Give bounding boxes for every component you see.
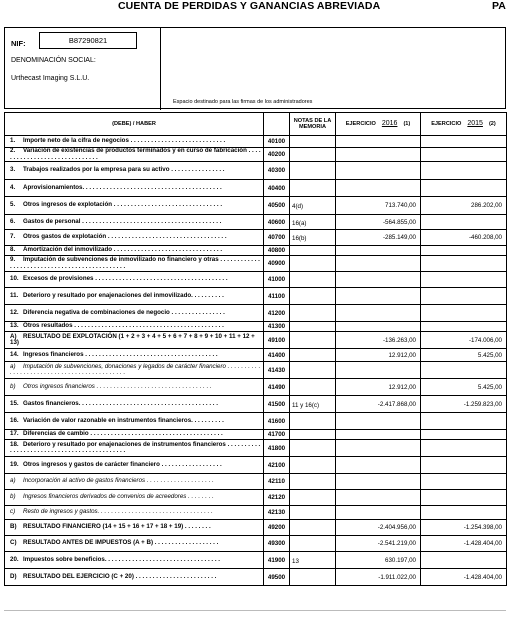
row-code: 41300 <box>264 322 290 332</box>
row-notes <box>290 430 336 440</box>
row-text: Excesos de provisiones . . . . . . . . . . . . . . . . . . . . . . . . . . . . . . . . . . . . . . . <box>23 275 228 283</box>
row-text: Imputación de subvenciones, donaciones y legados de carácter financiero . . . . . . . . . . . . . . . . . . . . . . . . . . . . . . . . . . . . . . . . . . . . <box>10 362 261 376</box>
row-label <box>5 536 264 552</box>
row-code: 42120 <box>264 490 290 506</box>
row-value-year-2: -460.208,00 <box>421 230 507 246</box>
row-number: 9. <box>10 256 16 264</box>
row-value-year-1 <box>336 440 421 457</box>
row-label <box>5 520 264 536</box>
row-number: 4. <box>10 183 16 191</box>
firmas-label: Espacio destinado para las firmas de los administradores <box>173 99 313 105</box>
row-code: 40700 <box>264 230 290 246</box>
table-row <box>5 396 507 413</box>
row-code: 41400 <box>264 349 290 362</box>
row-number: 18. <box>10 440 19 448</box>
row-value-year-2 <box>421 322 507 332</box>
row-code: 41100 <box>264 288 290 305</box>
row-notes <box>290 349 336 362</box>
row-number: 19. <box>10 460 19 468</box>
row-label <box>5 246 264 256</box>
row-notes <box>290 474 336 490</box>
row-value-year-1: 713.740,00 <box>336 197 421 215</box>
row-number: B) <box>10 523 17 531</box>
row-code: 49100 <box>264 332 290 349</box>
row-value-year-2 <box>421 246 507 256</box>
row-notes <box>290 162 336 180</box>
table-row <box>5 536 507 552</box>
table-row <box>5 569 507 586</box>
row-label <box>5 197 264 215</box>
table-row <box>5 362 507 379</box>
row-label <box>5 230 264 246</box>
row-label <box>5 305 264 322</box>
row-label <box>5 332 264 349</box>
row-number: 6. <box>10 217 16 225</box>
row-label <box>5 362 264 379</box>
row-number: 15. <box>10 399 19 407</box>
row-label <box>5 457 264 474</box>
row-label <box>5 136 264 148</box>
row-text: Otros gastos de explotación . . . . . . . . . . . . . . . . . . . . . . . . . . . . . . . . . . . <box>23 233 227 241</box>
row-value-year-2 <box>421 457 507 474</box>
denominacion-label: DENOMINACIÓN SOCIAL: <box>11 57 96 64</box>
row-value-year-1 <box>336 457 421 474</box>
row-number: 2. <box>10 147 16 155</box>
row-label <box>5 396 264 413</box>
row-code: 41500 <box>264 396 290 413</box>
row-value-year-1: -285.149,00 <box>336 230 421 246</box>
table-row <box>5 256 507 272</box>
table-row <box>5 148 507 162</box>
row-value-year-1 <box>336 322 421 332</box>
nif-label: NIF: <box>11 39 26 48</box>
row-code: 49500 <box>264 569 290 586</box>
row-value-year-1: -2.541.219,00 <box>336 536 421 552</box>
row-text: Diferencia negativa de combinaciones de negocio . . . . . . . . . . . . . . . . <box>23 308 225 316</box>
row-notes <box>290 256 336 272</box>
row-value-year-2 <box>421 272 507 288</box>
page-bottom-rule <box>4 610 506 611</box>
row-notes <box>290 362 336 379</box>
table-row <box>5 162 507 180</box>
row-notes: 16(b) <box>290 230 336 246</box>
row-notes <box>290 490 336 506</box>
row-notes <box>290 272 336 288</box>
row-label <box>5 413 264 430</box>
row-value-year-1 <box>336 256 421 272</box>
row-number: b) <box>10 493 16 501</box>
row-number: 20. <box>10 555 19 563</box>
row-number: 10. <box>10 275 19 283</box>
row-notes <box>290 520 336 536</box>
row-notes <box>290 136 336 148</box>
table-row <box>5 440 507 457</box>
row-text: RESULTADO ANTES DE IMPUESTOS (A + B) . . . . . . . . . . . . . . . . . . . <box>23 539 219 547</box>
table-row <box>5 332 507 349</box>
row-value-year-2: 5.425,00 <box>421 349 507 362</box>
row-value-year-2: -1.254.398,00 <box>421 520 507 536</box>
row-value-year-1 <box>336 272 421 288</box>
row-text: RESULTADO DE EXPLOTACIÓN (1 + 2 + 3 + 4 + 5 + 6 + 7 + 8 + 9 + 10 + 11 + 12 + 13) <box>10 332 255 346</box>
row-value-year-2 <box>421 440 507 457</box>
row-text: Variación de existencias de productos terminados y en curso de fabricación . . . . . . . . . . . . . . . . . . . . . . . . . . . . . . <box>10 147 261 161</box>
row-code: 41900 <box>264 552 290 569</box>
row-number: a) <box>10 477 16 485</box>
row-notes <box>290 305 336 322</box>
table-row <box>5 457 507 474</box>
header-year-1: EJERCICIO 2016 (1) <box>336 113 421 136</box>
row-text: Otros resultados . . . . . . . . . . . . . . . . . . . . . . . . . . . . . . . . . . . . . . . . . . . . <box>23 322 224 330</box>
row-notes: 11 y 16(c) <box>290 396 336 413</box>
row-notes <box>290 536 336 552</box>
row-code: 42110 <box>264 474 290 490</box>
row-number: b) <box>10 382 16 390</box>
row-value-year-2 <box>421 148 507 162</box>
table-row <box>5 506 507 520</box>
row-text: Otros ingresos y gastos de carácter financiero . . . . . . . . . . . . . . . . . . <box>23 460 222 468</box>
row-code: 41490 <box>264 379 290 396</box>
row-notes <box>290 332 336 349</box>
row-code: 40100 <box>264 136 290 148</box>
row-label <box>5 272 264 288</box>
row-value-year-1: -564.855,00 <box>336 215 421 230</box>
row-code: 40400 <box>264 180 290 197</box>
row-notes <box>290 246 336 256</box>
row-code: 40500 <box>264 197 290 215</box>
row-value-year-1 <box>336 162 421 180</box>
row-code: 40300 <box>264 162 290 180</box>
row-text: Imputación de subvenciones de inmovilizado no financiero y otras . . . . . . . . . . . . . . . . . . . . . . . . . . . . . . . . . . . . . . . . . . . . . . <box>10 256 260 270</box>
row-code: 41000 <box>264 272 290 288</box>
row-code: 40600 <box>264 215 290 230</box>
row-value-year-2 <box>421 413 507 430</box>
row-value-year-1: 12.912,00 <box>336 379 421 396</box>
row-number: 8. <box>10 246 16 254</box>
document-title: CUENTA DE PERDIDAS Y GANANCIAS ABREVIADA <box>118 0 381 12</box>
row-code: 41200 <box>264 305 290 322</box>
table-row <box>5 215 507 230</box>
row-value-year-2 <box>421 490 507 506</box>
row-notes <box>290 288 336 305</box>
row-number: 5. <box>10 201 16 209</box>
row-code: 40800 <box>264 246 290 256</box>
row-value-year-2 <box>421 136 507 148</box>
row-value-year-2 <box>421 256 507 272</box>
row-number: 17. <box>10 430 19 438</box>
row-code: 49200 <box>264 520 290 536</box>
row-value-year-1 <box>336 506 421 520</box>
row-label <box>5 552 264 569</box>
table-row <box>5 246 507 256</box>
row-value-year-1 <box>336 246 421 256</box>
row-value-year-1 <box>336 490 421 506</box>
row-value-year-1 <box>336 136 421 148</box>
row-notes <box>290 569 336 586</box>
row-code: 42100 <box>264 457 290 474</box>
row-text: Otros ingresos financieros . . . . . . . . . . . . . . . . . . . . . . . . . . . . . . . . . . <box>23 382 212 390</box>
table-row <box>5 474 507 490</box>
row-text: RESULTADO DEL EJERCICIO (C + 20) . . . . . . . . . . . . . . . . . . . . . . . . <box>23 572 217 580</box>
row-value-year-2 <box>421 506 507 520</box>
row-value-year-2 <box>421 180 507 197</box>
row-notes <box>290 148 336 162</box>
row-notes <box>290 322 336 332</box>
row-value-year-1 <box>336 180 421 197</box>
row-value-year-1 <box>336 305 421 322</box>
header-year-2: EJERCICIO 2015 (2) <box>421 113 507 136</box>
row-value-year-1: 12.912,00 <box>336 349 421 362</box>
row-value-year-2 <box>421 362 507 379</box>
row-label <box>5 506 264 520</box>
row-code: 41700 <box>264 430 290 440</box>
row-value-year-2: 286.202,00 <box>421 197 507 215</box>
row-number: 13. <box>10 322 19 330</box>
row-value-year-1 <box>336 148 421 162</box>
row-notes: 13 <box>290 552 336 569</box>
row-notes <box>290 379 336 396</box>
header-divider <box>160 28 161 110</box>
row-notes <box>290 506 336 520</box>
table-row <box>5 552 507 569</box>
form-code: PA <box>492 0 506 12</box>
table-row <box>5 272 507 288</box>
row-code: 49300 <box>264 536 290 552</box>
row-text: Amortización del inmovilizado . . . . . . . . . . . . . . . . . . . . . . . . . . . . . . . . <box>23 246 223 254</box>
row-text: Variación de valor razonable en instrumentos financieros. . . . . . . . . . <box>23 416 224 424</box>
row-text: Incorporación al activo de gastos financieros . . . . . . . . . . . . . . . . . . . . <box>23 477 214 485</box>
row-number: C) <box>10 539 17 547</box>
row-number: 14. <box>10 350 19 358</box>
row-label <box>5 349 264 362</box>
row-label <box>5 430 264 440</box>
row-notes <box>290 457 336 474</box>
header-code <box>264 113 290 136</box>
row-label <box>5 256 264 272</box>
row-text: Resto de ingresos y gastos. . . . . . . . . . . . . . . . . . . . . . . . . . . . . . . . . . <box>23 508 213 516</box>
row-text: Deterioro y resultado por enajenaciones de instrumentos financieros . . . . . . . . . . . . . . . . . . . . . . . . . . . . . . . . . . . . . . . . . . . . <box>10 440 261 454</box>
row-value-year-1 <box>336 430 421 440</box>
row-value-year-2 <box>421 305 507 322</box>
row-value-year-2: -174.006,00 <box>421 332 507 349</box>
row-value-year-2 <box>421 552 507 569</box>
row-notes <box>290 180 336 197</box>
row-value-year-1 <box>336 288 421 305</box>
row-text: Gastos de personal . . . . . . . . . . . . . . . . . . . . . . . . . . . . . . . . . . . . . . . . . <box>23 217 222 225</box>
table-row <box>5 322 507 332</box>
row-text: Deterioro y resultado por enajenaciones del inmovilizado. . . . . . . . . . <box>23 291 224 299</box>
row-value-year-1: 630.197,00 <box>336 552 421 569</box>
row-value-year-2: -1.428.404,00 <box>421 536 507 552</box>
row-label <box>5 322 264 332</box>
row-notes: 4(d) <box>290 197 336 215</box>
row-number: D) <box>10 572 17 580</box>
header-debe-haber: (DEBE) / HABER <box>5 113 264 136</box>
table-header-row <box>5 113 507 136</box>
table-row <box>5 379 507 396</box>
row-notes <box>290 440 336 457</box>
row-value-year-2 <box>421 162 507 180</box>
row-label <box>5 379 264 396</box>
row-value-year-1: -2.404.956,00 <box>336 520 421 536</box>
table-row <box>5 288 507 305</box>
header-notes: NOTAS DE LA MEMORIA <box>290 113 336 136</box>
row-number: a) <box>10 362 16 370</box>
table-row <box>5 413 507 430</box>
row-text: Ingresos financieros . . . . . . . . . . . . . . . . . . . . . . . . . . . . . . . . . . . . . . . <box>23 350 218 358</box>
row-label <box>5 148 264 162</box>
profit-loss-table <box>4 112 507 586</box>
row-text: RESULTADO FINANCIERO (14 + 15 + 16 + 17 + 18 + 19) . . . . . . . . <box>23 523 211 531</box>
row-value-year-1: -1.911.022,00 <box>336 569 421 586</box>
row-value-year-2 <box>421 474 507 490</box>
row-number: 7. <box>10 233 16 241</box>
row-text: Impuestos sobre beneficios. . . . . . . . . . . . . . . . . . . . . . . . . . . . . . . . . . <box>23 555 221 563</box>
row-notes <box>290 413 336 430</box>
row-code: 40200 <box>264 148 290 162</box>
row-value-year-1 <box>336 413 421 430</box>
row-value-year-2 <box>421 215 507 230</box>
row-label <box>5 569 264 586</box>
row-text: Gastos financieros. . . . . . . . . . . . . . . . . . . . . . . . . . . . . . . . . . . . . . . . . <box>23 399 218 407</box>
row-value-year-1: -136.263,00 <box>336 332 421 349</box>
row-text: Ingresos financieros derivados de convenios de acreedores . . . . . . . . <box>23 493 214 501</box>
row-label <box>5 490 264 506</box>
table-row <box>5 305 507 322</box>
row-text: Otros ingresos de explotación . . . . . . . . . . . . . . . . . . . . . . . . . . . . . . . . <box>23 201 223 209</box>
row-number: 11. <box>10 291 19 299</box>
nif-value: B87290821 <box>39 32 137 49</box>
row-text: Diferencias de cambio . . . . . . . . . . . . . . . . . . . . . . . . . . . . . . . . . . . . . . . <box>23 430 223 438</box>
row-label <box>5 474 264 490</box>
table-row <box>5 230 507 246</box>
table-row <box>5 490 507 506</box>
row-value-year-2: -1.428.404,00 <box>421 569 507 586</box>
table-row <box>5 349 507 362</box>
row-number: 16. <box>10 416 19 424</box>
row-label <box>5 288 264 305</box>
row-value-year-2: -1.259.823,00 <box>421 396 507 413</box>
row-number: c) <box>10 508 16 516</box>
row-notes: 16(a) <box>290 215 336 230</box>
row-code: 42130 <box>264 506 290 520</box>
row-number: A) <box>10 332 17 340</box>
row-code: 41430 <box>264 362 290 379</box>
row-label <box>5 215 264 230</box>
row-number: 12. <box>10 308 19 316</box>
row-number: 3. <box>10 166 16 174</box>
row-value-year-2: 5.425,00 <box>421 379 507 396</box>
row-text: Trabajos realizados por la empresa para su activo . . . . . . . . . . . . . . . . <box>23 166 225 174</box>
row-value-year-1 <box>336 474 421 490</box>
row-code: 40900 <box>264 256 290 272</box>
row-code: 41800 <box>264 440 290 457</box>
row-value-year-2 <box>421 430 507 440</box>
row-label <box>5 162 264 180</box>
table-row <box>5 180 507 197</box>
table-row <box>5 520 507 536</box>
row-text: Aprovisionamientos. . . . . . . . . . . . . . . . . . . . . . . . . . . . . . . . . . . . . . . . . <box>23 183 222 191</box>
table-row <box>5 136 507 148</box>
row-number: 1. <box>10 137 16 145</box>
table-row <box>5 197 507 215</box>
row-value-year-1: -2.417.868,00 <box>336 396 421 413</box>
table-row <box>5 430 507 440</box>
row-value-year-1 <box>336 362 421 379</box>
row-text: Importe neto de la cifra de negocios . . . . . . . . . . . . . . . . . . . . . . . . . . . . <box>23 137 226 145</box>
company-header-box <box>4 27 506 109</box>
row-label <box>5 440 264 457</box>
denominacion-value: Urthecast Imaging S.L.U. <box>11 75 90 82</box>
row-label <box>5 180 264 197</box>
row-code: 41600 <box>264 413 290 430</box>
row-value-year-2 <box>421 288 507 305</box>
